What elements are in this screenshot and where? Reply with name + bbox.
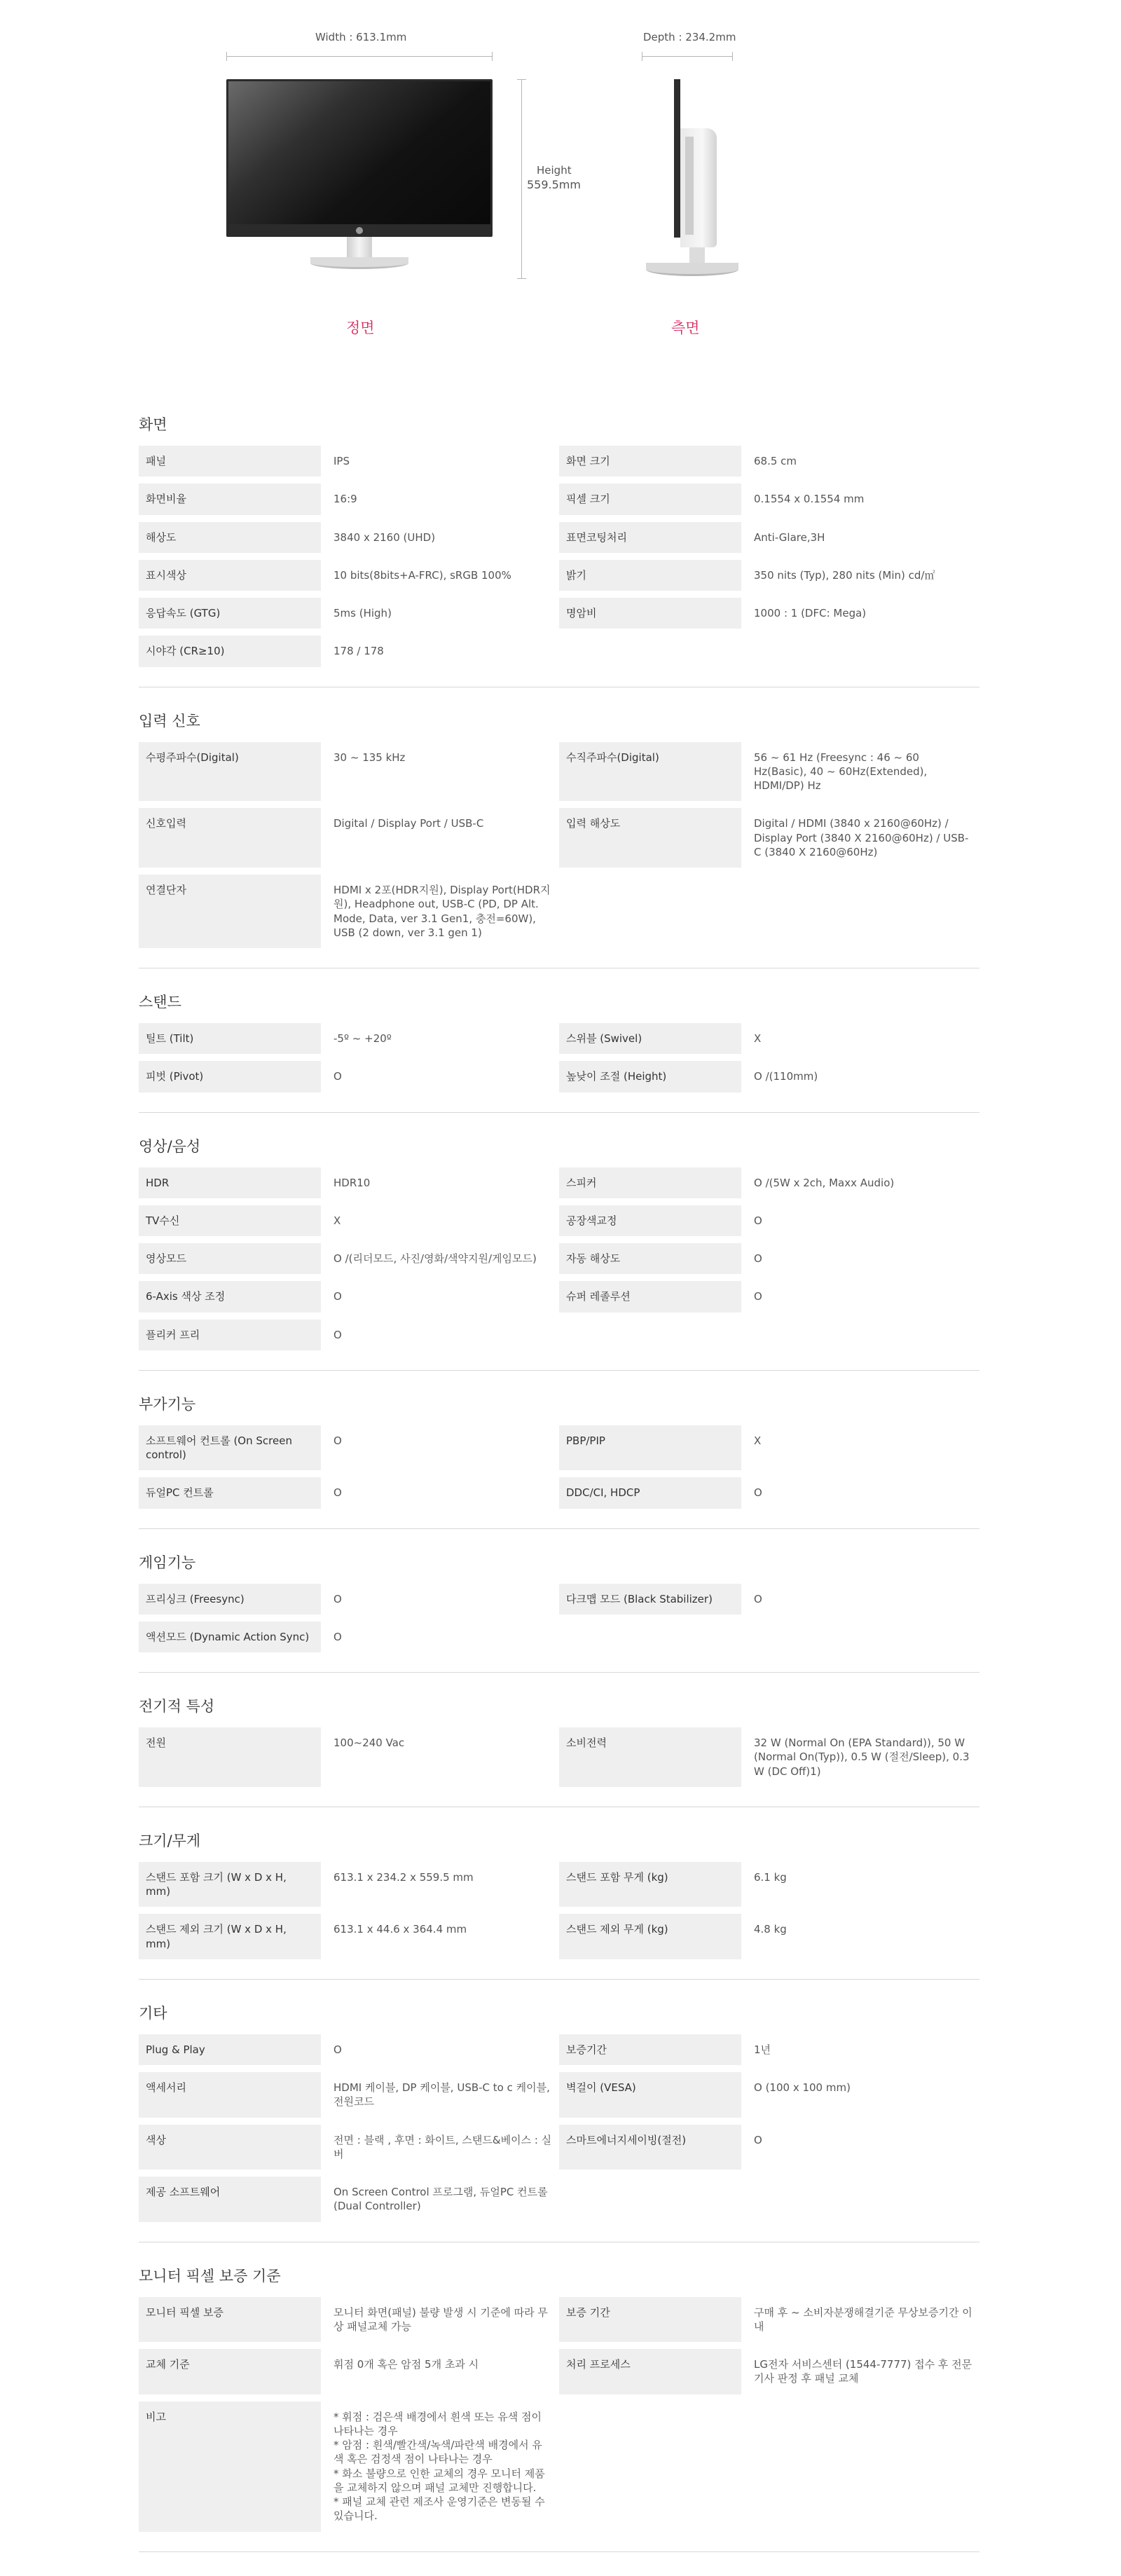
spec-value: O	[333, 1070, 342, 1083]
empty-cell	[741, 2177, 979, 2222]
spec-label: 스마트에너지세이빙(절전)	[559, 2125, 741, 2170]
spec-section	[139, 2002, 979, 2242]
spec-label: 수평주파수(Digital)	[139, 742, 321, 802]
spec-value: 구매 후 ~ 소비자분쟁해결기준 무상보증기간 이내	[754, 2306, 972, 2333]
spec-value: HDMI x 2포(HDR지원), Display Port(HDR지원), Headphone out, USB-C (PD, DP Alt. Mode, Data, ver 3.1 Gen1, 충전=60W), USB (2 down, ver 3.1 gen 1)	[333, 884, 551, 939]
spec-value: 16:9	[333, 493, 357, 506]
spec-value: O	[754, 2133, 762, 2146]
spec-value: 68.5 cm	[754, 455, 797, 467]
empty-cell	[741, 1622, 979, 1652]
spec-rows	[139, 2297, 979, 2532]
spec-section	[139, 710, 979, 969]
spec-rows	[139, 742, 979, 949]
spec-rows	[139, 446, 979, 667]
spec-label: 듀얼PC 컨트롤	[139, 1477, 321, 1508]
depth-dimension-label: Depth : 234.2mm	[643, 31, 736, 43]
spec-rows	[139, 2034, 979, 2222]
spec-value: * 휘점 : 검은색 배경에서 흰색 또는 유색 점이 나타나는 경우 * 암점 : 흰색/빨간색/녹색/파란색 배경에서 유색 혹은 검정색 점이 나타나는 경우 * 화소 불량으로 인한 교체의 경우 모니터 제품을 교체하지 않으며 패널 교체만 진행합니다. * 패널 교체 관련 제조사 운영기준은 변동될 수 있습니다.	[333, 2410, 545, 2523]
spec-value: O	[754, 1214, 762, 1227]
spec-value: O /(110mm)	[754, 1070, 818, 1083]
spec-value: 4.8 kg	[754, 1923, 787, 1936]
empty-cell	[741, 875, 979, 948]
spec-sheet	[139, 406, 979, 2575]
spec-label: 응답속도 (GTG)	[139, 598, 321, 629]
spec-label: 표시색상	[139, 560, 321, 591]
spec-value: 5ms (High)	[333, 607, 392, 619]
spec-value: HDR10	[333, 1176, 371, 1189]
spec-value: X	[754, 1434, 762, 1447]
section-title: 입력 신호	[139, 712, 200, 729]
section-title: 기타	[139, 2004, 167, 2022]
spec-rows	[139, 1584, 979, 1653]
spec-label: 틸트 (Tilt)	[139, 1023, 321, 1054]
spec-value: X	[333, 1214, 341, 1227]
spec-value: O /(5W x 2ch, Maxx Audio)	[754, 1176, 895, 1189]
spec-value: O	[333, 2043, 342, 2056]
empty-cell	[559, 2177, 741, 2222]
spec-value: 30 ~ 135 kHz	[333, 751, 406, 764]
spec-value: 613.1 x 234.2 x 559.5 mm	[333, 1870, 474, 1884]
spec-label: TV수신	[139, 1205, 321, 1236]
spec-label: 스탠드 포함 크기 (W x D x H, mm)	[139, 1862, 321, 1907]
spec-value: O	[754, 1290, 762, 1303]
spec-section	[139, 2265, 979, 2552]
section-title: 게임기능	[139, 1554, 196, 1571]
spec-value: 613.1 x 44.6 x 364.4 mm	[333, 1923, 467, 1936]
empty-cell	[559, 875, 741, 948]
spec-section	[139, 1393, 979, 1529]
front-view-label: 정면	[346, 320, 375, 336]
spec-label: 시야각 (CR≥10)	[139, 636, 321, 666]
spec-section	[139, 1695, 979, 1807]
height-tick-bottom	[517, 278, 526, 279]
spec-value: 0.1554 x 0.1554 mm	[754, 493, 865, 506]
spec-label: 플리커 프리	[139, 1320, 321, 1350]
empty-cell	[559, 1622, 741, 1652]
spec-value: O /(리더모드, 사진/영화/색약지원/게임모드)	[333, 1252, 537, 1265]
spec-value: O	[333, 1486, 342, 1500]
spec-label: 스위블 (Swivel)	[559, 1023, 741, 1054]
spec-value: On Screen Control 프로그램, 듀얼PC 컨트롤 (Dual Controller)	[333, 2186, 548, 2213]
spec-value: O	[333, 1630, 342, 1643]
section-title: 모니터 픽셀 보증 기준	[139, 2267, 281, 2284]
spec-label: 연결단자	[139, 875, 321, 948]
spec-value: O	[333, 1592, 342, 1605]
empty-cell	[741, 1320, 979, 1350]
spec-label: 스탠드 포함 무게 (kg)	[559, 1862, 741, 1907]
height-tick-top	[517, 79, 526, 80]
spec-label: 패널	[139, 446, 321, 477]
spec-value: 1년	[754, 2043, 771, 2056]
empty-cell	[559, 636, 741, 666]
spec-value: 100~240 Vac	[333, 1736, 405, 1749]
spec-rows	[139, 1023, 979, 1092]
spec-value: 178 / 178	[333, 645, 384, 658]
spec-label: 색상	[139, 2125, 321, 2170]
lg-logo-icon	[356, 227, 363, 234]
spec-label: 모니터 픽셀 보증	[139, 2297, 321, 2343]
section-title: 부가기능	[139, 1395, 196, 1413]
spec-label: 비고	[139, 2402, 321, 2532]
monitor-front-stand-base	[310, 257, 408, 269]
spec-label: 밝기	[559, 560, 741, 591]
spec-label: 화면비율	[139, 484, 321, 514]
monitor-side-arm-inner	[685, 137, 694, 235]
spec-rows	[139, 1167, 979, 1350]
spec-label: HDR	[139, 1167, 321, 1198]
empty-cell	[741, 2402, 979, 2532]
spec-label: 스탠드 제외 크기 (W x D x H, mm)	[139, 1914, 321, 1959]
spec-value: IPS	[333, 455, 350, 467]
spec-label: 교체 기준	[139, 2349, 321, 2395]
width-tick-right	[492, 52, 493, 61]
spec-value: 10 bits(8bits+A-FRC), sRGB 100%	[333, 568, 511, 582]
spec-label: 소프트웨어 컨트롤 (On Screen control)	[139, 1425, 321, 1471]
width-dimension-line	[226, 56, 493, 57]
monitor-side-base	[646, 263, 738, 276]
spec-value: X	[754, 1032, 762, 1045]
spec-label: DDC/CI, HDCP	[559, 1477, 741, 1508]
spec-rows	[139, 1862, 979, 1959]
spec-label: 신호입력	[139, 808, 321, 868]
spec-label: 표면코팅처리	[559, 522, 741, 553]
empty-cell	[559, 1320, 741, 1350]
height-dimension-line	[521, 79, 522, 279]
spec-label: 픽셀 크기	[559, 484, 741, 514]
spec-value: O	[333, 1290, 342, 1303]
spec-label: 보증 기간	[559, 2297, 741, 2343]
spec-value: 350 nits (Typ), 280 nits (Min) cd/㎡	[754, 568, 935, 582]
section-title: 전기적 특성	[139, 1698, 215, 1715]
spec-label: 입력 해상도	[559, 808, 741, 868]
spec-label: 슈퍼 레졸루션	[559, 1281, 741, 1312]
spec-label: 자동 해상도	[559, 1243, 741, 1274]
spec-value: 전면 : 블랙 , 후면 : 화이트, 스탠드&베이스 : 실버	[333, 2133, 552, 2160]
spec-label: 전원	[139, 1727, 321, 1787]
spec-value: -5º ~ +20º	[333, 1032, 392, 1045]
spec-label: 프리싱크 (Freesync)	[139, 1584, 321, 1615]
spec-rows	[139, 1425, 979, 1509]
spec-value: O	[333, 1434, 342, 1447]
section-title: 크기/무게	[139, 1832, 201, 1849]
spec-value: O (100 x 100 mm)	[754, 2081, 851, 2094]
empty-cell	[741, 636, 979, 666]
depth-dimension-line	[642, 56, 733, 57]
width-dimension-label: Width : 613.1mm	[315, 31, 407, 43]
product-dimension-figure	[0, 0, 1121, 392]
spec-label: 처리 프로세스	[559, 2349, 741, 2395]
monitor-front-screen	[228, 81, 490, 224]
spec-value: 모니터 화면(패널) 불량 발생 시 기준에 따라 무상 패널교체 가능	[333, 2306, 548, 2333]
spec-label: 보증기간	[559, 2034, 741, 2065]
spec-section	[139, 413, 979, 687]
spec-label: 소비전력	[559, 1727, 741, 1787]
spec-value: O	[754, 1592, 762, 1605]
spec-label: Plug & Play	[139, 2034, 321, 2065]
spec-label: 스피커	[559, 1167, 741, 1198]
spec-label: PBP/PIP	[559, 1425, 741, 1471]
spec-label: 공장색교정	[559, 1205, 741, 1236]
spec-label: 피벗 (Pivot)	[139, 1061, 321, 1092]
spec-value: 56 ~ 61 Hz (Freesync : 46 ~ 60 Hz(Basic), 40 ~ 60Hz(Extended), HDMI/DP) Hz	[754, 751, 928, 792]
spec-value: O	[754, 1486, 762, 1500]
spec-label: 다크맵 모드 (Black Stabilizer)	[559, 1584, 741, 1615]
spec-label: 명암비	[559, 598, 741, 629]
spec-value: O	[333, 1328, 342, 1341]
spec-label: 수직주파수(Digital)	[559, 742, 741, 802]
spec-label: 벽걸이 (VESA)	[559, 2072, 741, 2118]
spec-value: 6.1 kg	[754, 1870, 787, 1884]
spec-value: 1000 : 1 (DFC: Mega)	[754, 607, 867, 619]
spec-label: 해상도	[139, 522, 321, 553]
width-tick-left	[226, 52, 227, 61]
spec-value: HDMI 케이블, DP 케이블, USB-C to c 케이블, 전원코드	[333, 2081, 550, 2109]
spec-label: 액세서리	[139, 2072, 321, 2118]
depth-tick-right	[732, 52, 733, 61]
spec-label: 6-Axis 색상 조정	[139, 1281, 321, 1312]
height-dimension-label-1: Height	[537, 164, 572, 177]
spec-value: 휘점 0개 혹은 암점 5개 초과 시	[333, 2358, 479, 2371]
spec-rows	[139, 1727, 979, 1787]
spec-section	[139, 1830, 979, 1980]
section-title: 영상/음성	[139, 1137, 201, 1155]
spec-label: 높낮이 조절 (Height)	[559, 1061, 741, 1092]
monitor-side-image	[645, 79, 743, 282]
spec-section	[139, 1135, 979, 1371]
spec-label: 제공 소프트웨어	[139, 2177, 321, 2222]
spec-label: 영상모드	[139, 1243, 321, 1274]
spec-value: O	[754, 1252, 762, 1265]
monitor-side-panel	[674, 79, 680, 238]
empty-cell	[559, 2402, 741, 2532]
side-view-label: 측면	[671, 320, 700, 336]
spec-label: 화면 크기	[559, 446, 741, 477]
spec-value: 3840 x 2160 (UHD)	[333, 530, 436, 544]
spec-section	[139, 1551, 979, 1673]
spec-value: Digital / HDMI (3840 x 2160@60Hz) / Display Port (3840 X 2160@60Hz) / USB-C (3840 X 2160@60Hz)	[754, 817, 969, 858]
section-title: 스탠드	[139, 994, 181, 1010]
monitor-front-bezel	[226, 79, 493, 237]
monitor-front-image	[226, 79, 493, 237]
spec-value: Digital / Display Port / USB-C	[333, 817, 484, 830]
spec-value: 32 W (Normal On (EPA Standard)), 50 W (Normal On(Typ)), 0.5 W (절전/Sleep), 0.3 W (DC Off)1)	[754, 1736, 970, 1778]
spec-value: LG전자 서비스센터 (1544-7777) 접수 후 전문기사 판정 후 패널 교체	[754, 2358, 972, 2385]
height-dimension-label-2: 559.5mm	[527, 178, 581, 191]
spec-value: Anti-Glare,3H	[754, 530, 825, 544]
spec-label: 스탠드 제외 무게 (kg)	[559, 1914, 741, 1959]
spec-label: 액션모드 (Dynamic Action Sync)	[139, 1622, 321, 1652]
spec-section	[139, 991, 979, 1113]
section-title: 화면	[139, 416, 167, 433]
